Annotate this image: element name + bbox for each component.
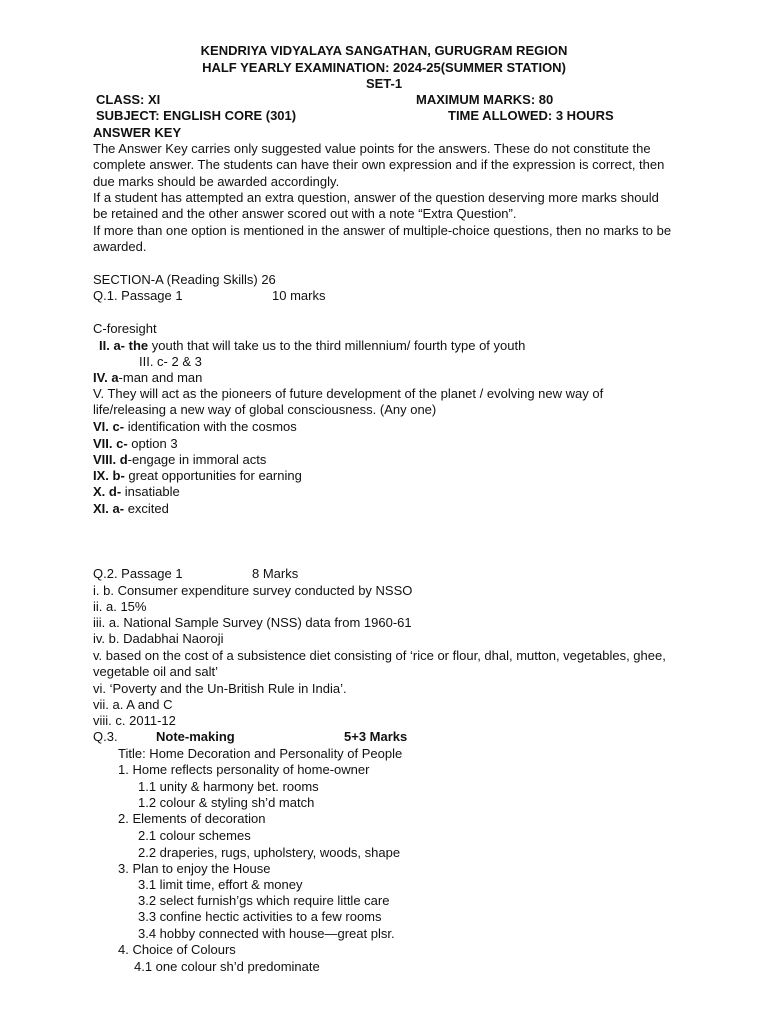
q1-answer-vii-text: option 3 (127, 436, 178, 451)
q1-answer-v: V. They will act as the pioneers of future development of the planet / evolving new way of life/releasing a new way of global consciousness. (Any one) (93, 386, 604, 418)
max-marks-label: MAXIMUM MARKS: 80 (416, 92, 554, 107)
q2-answer-iii: iii. a. National Sample Survey (NSS) data from 1960-61 (93, 615, 412, 630)
q2-label: Q.2. Passage 1 (93, 566, 183, 581)
notes-title: Title: Home Decoration and Personality of People (118, 746, 403, 761)
notes-subpoint-2-2: 2.2 draperies, rugs, upholstery, woods, shape (138, 845, 401, 860)
notes-heading-3: 3. Plan to enjoy the House (118, 861, 271, 876)
q1-answer-ii (99, 338, 525, 354)
q1-answer-ii-prefix: II. a- the (99, 338, 149, 353)
q1-answer-vi-text: identification with the cosmos (124, 419, 297, 434)
q1-answer-vi (93, 419, 297, 435)
q2-answer-v: v. based on the cost of a subsistence diet consisting of ‘rice or flour, dhal, mutton, vegetables, ghee, vegetable oil and salt’ (93, 648, 666, 680)
q2-answer-iv: iv. b. Dadabhai Naoroji (93, 631, 224, 646)
q1-marks: 10 marks (272, 288, 326, 303)
instruction-paragraph-1: The Answer Key carries only suggested value points for the answers. These do not constitute the complete answer. The students can have their own expression and if the expression is correct, then due marks should be awarded accordingly. (93, 141, 665, 189)
notes-heading-1: 1. Home reflects personality of home-owner (118, 762, 370, 777)
answer-key-heading: ANSWER KEY (93, 125, 182, 140)
notes-subpoint-3-2: 3.2 select furnish’gs which require little care (138, 893, 390, 908)
section-a-title: SECTION-A (Reading Skills) 26 (93, 272, 276, 287)
q1-answer-viii-prefix: VIII. d (93, 452, 128, 467)
notes-subpoint-2-1: 2.1 colour schemes (138, 828, 251, 843)
q1-answer-x-prefix: X. d- (93, 484, 122, 499)
notes-subpoint-1-2: 1.2 colour & styling sh’d match (138, 795, 315, 810)
q1-answer-vii (93, 436, 178, 452)
q1-answer-ix-prefix: IX. b- (93, 468, 125, 483)
q2-answer-vi: vi. ‘Poverty and the Un-British Rule in India’. (93, 681, 347, 696)
class-label: CLASS: XI (96, 92, 161, 107)
notes-subpoint-3-1: 3.1 limit time, effort & money (138, 877, 303, 892)
notes-subpoint-4-1: 4.1 one colour sh’d predominate (134, 959, 320, 974)
notes-heading-4: 4. Choice of Colours (118, 942, 236, 957)
notes-subpoint-1-1: 1.1 unity & harmony bet. rooms (138, 779, 319, 794)
set-label: SET-1 (365, 76, 403, 91)
q1-answer-x (93, 484, 180, 500)
region-title: KENDRIYA VIDYALAYA SANGATHAN, GURUGRAM REGION (200, 43, 568, 58)
q1-answer-vii-prefix: VII. c- (93, 436, 128, 451)
q3-title: Note-making (156, 729, 235, 744)
q1-answer-viii-text: -engage in immoral acts (127, 452, 267, 467)
q1-answer-xi (93, 501, 169, 517)
q1-answer-viii (93, 452, 266, 468)
q2-answer-i: i. b. Consumer expenditure survey conducted by NSSO (93, 583, 413, 598)
notes-subpoint-3-3: 3.3 confine hectic activities to a few rooms (138, 909, 382, 924)
q1-answer-iv (93, 370, 202, 386)
q3-marks: 5+3 Marks (344, 729, 408, 744)
q2-answer-viii: viii. c. 2011-12 (93, 713, 176, 728)
q3-label: Q.3. (93, 729, 118, 744)
notes-subpoint-3-4: 3.4 hobby connected with house—great plsr. (138, 926, 395, 941)
q2-marks: 8 Marks (252, 566, 299, 581)
notes-heading-2: 2. Elements of decoration (118, 811, 266, 826)
q1-answer-iv-prefix: IV. a (93, 370, 119, 385)
exam-title: HALF YEARLY EXAMINATION: 2024-25(SUMMER STATION) (202, 60, 566, 75)
q1-answer-xi-text: excited (124, 501, 169, 516)
q1-answer-vi-prefix: VI. c- (93, 419, 125, 434)
q2-answer-vii: vii. a. A and C (93, 697, 173, 712)
subject-label: SUBJECT: ENGLISH CORE (301) (96, 108, 297, 123)
q1-answer-ix-text: great opportunities for earning (124, 468, 302, 483)
q1-answer-x-text: insatiable (121, 484, 180, 499)
q1-answer-iv-text: -man and man (118, 370, 203, 385)
instruction-paragraph-2: If a student has attempted an extra question, answer of the question deserving more marks should be retained and the other answer scored out with a note “Extra Question”. (93, 190, 659, 222)
time-allowed-label: TIME ALLOWED: 3 HOURS (448, 108, 614, 123)
q1-answer-xi-prefix: XI. a- (93, 501, 125, 516)
q2-answer-ii: ii. a. 15% (93, 599, 147, 614)
q1-answer-iii: III. c- 2 & 3 (139, 354, 202, 369)
q1-answer-ii-text: youth that will take us to the third millennium/ fourth type of youth (148, 338, 526, 353)
q1-label: Q.1. Passage 1 (93, 288, 183, 303)
instruction-paragraph-3: If more than one option is mentioned in the answer of multiple-choice questions, then no marks to be awarded. (93, 223, 672, 255)
q1-answer-i: C-foresight (93, 321, 157, 336)
q1-answer-ix (93, 468, 302, 484)
